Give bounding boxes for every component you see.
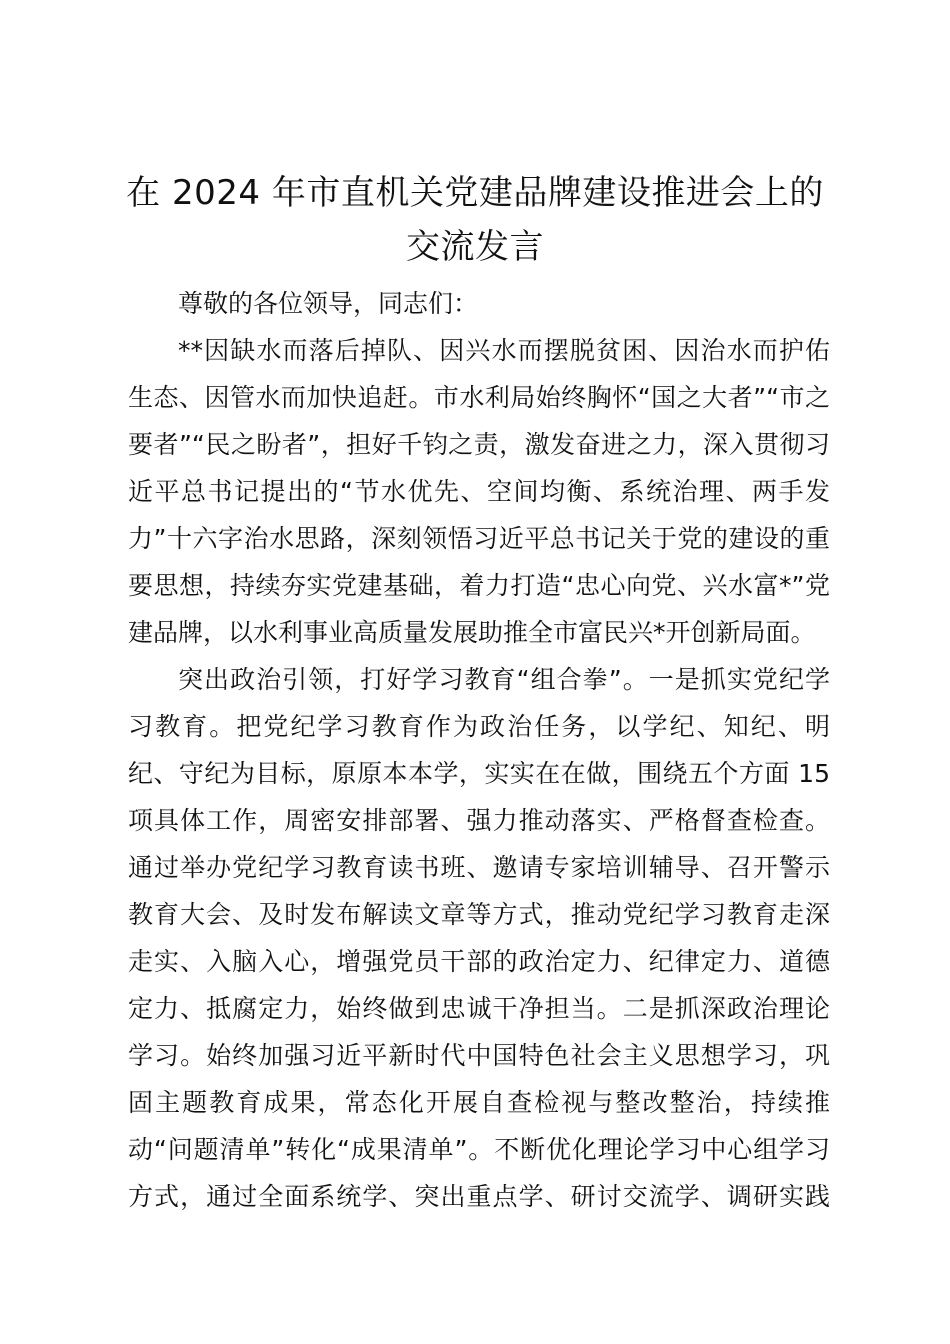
paragraph-line: **因缺水而落后掉队、因兴水而摆脱贫困、因治水而护佑 [178, 336, 830, 365]
paragraph-line: 动“问题清单”转化“成果清单”。不断优化理论学习中心组学习 [128, 1135, 830, 1164]
paragraph-line: 走实、入脑入心，增强党员干部的政治定力、纪律定力、道德 [128, 947, 830, 976]
paragraph-line: 学习。始终加强习近平新时代中国特色社会主义思想学习，巩 [128, 1041, 830, 1070]
paragraph-line: 生态、因管水而加快追赶。市水利局始终胸怀“国之大者”“市之 [128, 383, 830, 412]
title-line-1: 在 2024 年市直机关党建品牌建设推进会上的 [126, 173, 824, 213]
paragraph-line: 近平总书记提出的“节水优先、空间均衡、系统治理、两手发 [128, 477, 830, 506]
paragraph-line: 习教育。把党纪学习教育作为政治任务，以学纪、知纪、明 [128, 712, 830, 741]
document-title [100, 166, 850, 274]
paragraph-line: 力”十六字治水思路，深刻领悟习近平总书记关于党的建设的重 [128, 524, 830, 553]
paragraph-line: 建品牌，以水利事业高质量发展助推全市富民兴*开创新局面。 [128, 618, 816, 647]
paragraph-line: 通过举办党纪学习教育读书班、邀请专家培训辅导、召开警示 [128, 853, 830, 882]
paragraph-line: 教育大会、及时发布解读文章等方式，推动党纪学习教育走深 [128, 900, 830, 929]
salutation-line: 尊敬的各位领导，同志们： [178, 289, 479, 318]
paragraph-line: 定力、抵腐定力，始终做到忠诚干净担当。二是抓深政治理论 [128, 994, 830, 1023]
document-body [128, 280, 830, 1220]
paragraph-line: 固主题教育成果，常态化开展自查检视与整改整治，持续推 [128, 1088, 830, 1117]
paragraph-line: 方式，通过全面系统学、突出重点学、研讨交流学、调研实践 [128, 1182, 830, 1211]
paragraph-line: 突出政治引领，打好学习教育“组合拳”。一是抓实党纪学 [178, 665, 830, 694]
paragraph-line: 要者”“民之盼者”，担好千钧之责，激发奋进之力，深入贯彻习 [128, 430, 830, 459]
paragraph-line: 要思想，持续夯实党建基础，着力打造“忠心向党、兴水富*”党 [128, 571, 830, 600]
title-line-2: 交流发言 [406, 227, 544, 267]
paragraph-line: 纪、守纪为目标，原原本本学，实实在在做，围绕五个方面 15 [128, 759, 830, 788]
paragraph-line: 项具体工作，周密安排部署、强力推动落实、严格督查检查。 [128, 806, 830, 835]
